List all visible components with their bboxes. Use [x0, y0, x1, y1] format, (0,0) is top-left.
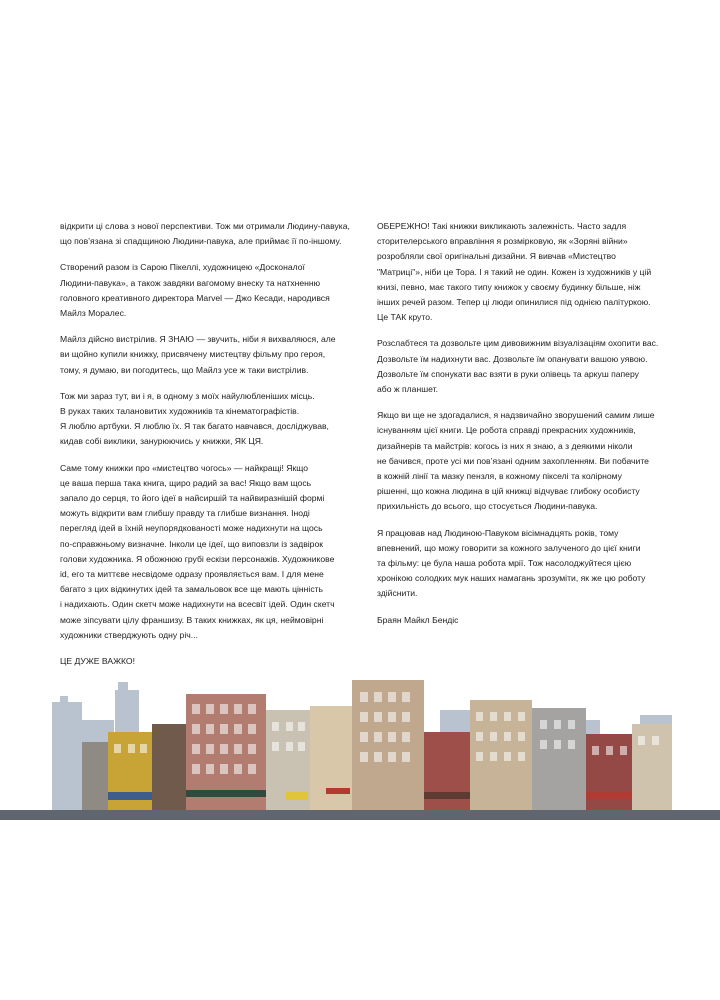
paragraph: Створений разом із Сарою Пікеллі, художницею «Досконалої Людини-павука», а також завдяки вагомому внеску та натхненню головного креативного директора Marvel — Джо Кесади, народився Майлз Моралес. [60, 262, 330, 319]
paragraph: ОБЕРЕЖНО! Такі книжки викликають залежність. Часто задля сторителерського вправління я розмірковую, як «Зоряні війни» розробляли свої оригінальні дизайни. Я вивчав «Мистецтво "Матриці"», ніби це Тора. І я такий не один. Кожен із художників у цій книзі, певно, має такого типу книжок у своєму будинку більше, ніж інших речей разом. Тепер ці люди опинилися під однією палітуркою. Це ТАК круто. [377, 221, 652, 323]
author-signature: Браян Майкл Бендіс [377, 614, 459, 625]
city-skyline-illustration [0, 660, 720, 830]
paragraph: Я працював над Людиною-Павуком вісімнадцять років, тому впевнений, що можу говорити за кожного залученого до цієї книги та фільму: це була наша робота мрії. Тож насолоджуйтеся цією хронікою солодких мук наших намагань зрозуміти, як же цю роботу здійснити. [377, 527, 646, 599]
left-text-column [60, 219, 352, 680]
paragraph: Майлз дійсно вистрілив. Я ЗНАЮ — звучить, ніби я вихваляюся, але ви щойно купили книжку, присвячену мистецтву фільму про героя, тому, я думаю, ви погодитесь, що Майлз усе ж таки вистрілив. [60, 334, 336, 375]
ground-strip [0, 810, 720, 820]
paragraph: Тож ми зараз тут, ви і я, в одному з моїх найулюбленіших місць. В руках таких талановитих художників та кінематографістів. Я люблю артбуки. Я люблю їх. Я так багато навчався, досліджував, кидав собі виклики, занурюючись у книжки, ЯК ЦЯ. [60, 390, 329, 447]
paragraph: відкрити ці слова з нової перспективи. Тож ми отримали Людину-павука, що пов’язана зі спадщиною Людини-павука, але приймає її по-іншому. [60, 221, 350, 247]
paragraph: Розслабтеся та дозвольте цим дивовижним візуалізаціям охопити вас. Дозвольте їм надихнути вас. Дозвольте їм опанувати вашою уявою. Дозвольте їм спонукати вас взяти в руки олівець та аркуш паперу або ж планшет. [377, 338, 659, 395]
paragraph: Саме тому книжки про «мистецтво чогось» — найкращі! Якщо це ваша перша така книга, щиро радий за вас! Якщо вам щось запало до серця, то його ідеї в найсиршій та найвиразнішій формі можуть відкрити вам глибшу правду та глибше визнання. Іноді перегляд ідей в їхній неупорядкованості може надихнути на щось по-справжньому визначне. Інколи це ідеї, що виповзли із задвірок голови художника. Я обожнюю грубі ескізи персонажів. Художникове id, его та миттєве несвідоме одразу проявляється вам. І для мене багато з цих відкинутих ідей та замальовок все ще мають цінність і надихають. Один скетч може надихнути на всесвіт ідей. Один скетч може зіпсувати цілу франшизу. В таких книжках, як ця, неймовірні художники стверджують одну річ... [60, 462, 335, 640]
paragraph: Якщо ви ще не здогадалися, я надзвичайно зворушений самим лише існуванням цієї книги. Це робота справді прекрасних художників, дизайнерів та майстрів: когось із них я знаю, а з деякими ніколи не бачився, проте усі ми пов’язані одним захопленням. Ви побачите в кожній лінії та мазку пензля, в кожному пікселі та колірному рішенні, що кожна людина в цій книжці відчуває глибоку особисту прихильність до всього, що стосується Людини-павука. [377, 410, 655, 512]
right-text-column [377, 219, 667, 639]
paragraph-emphasis: ЦЕ ДУЖЕ ВАЖКО! [60, 656, 136, 667]
